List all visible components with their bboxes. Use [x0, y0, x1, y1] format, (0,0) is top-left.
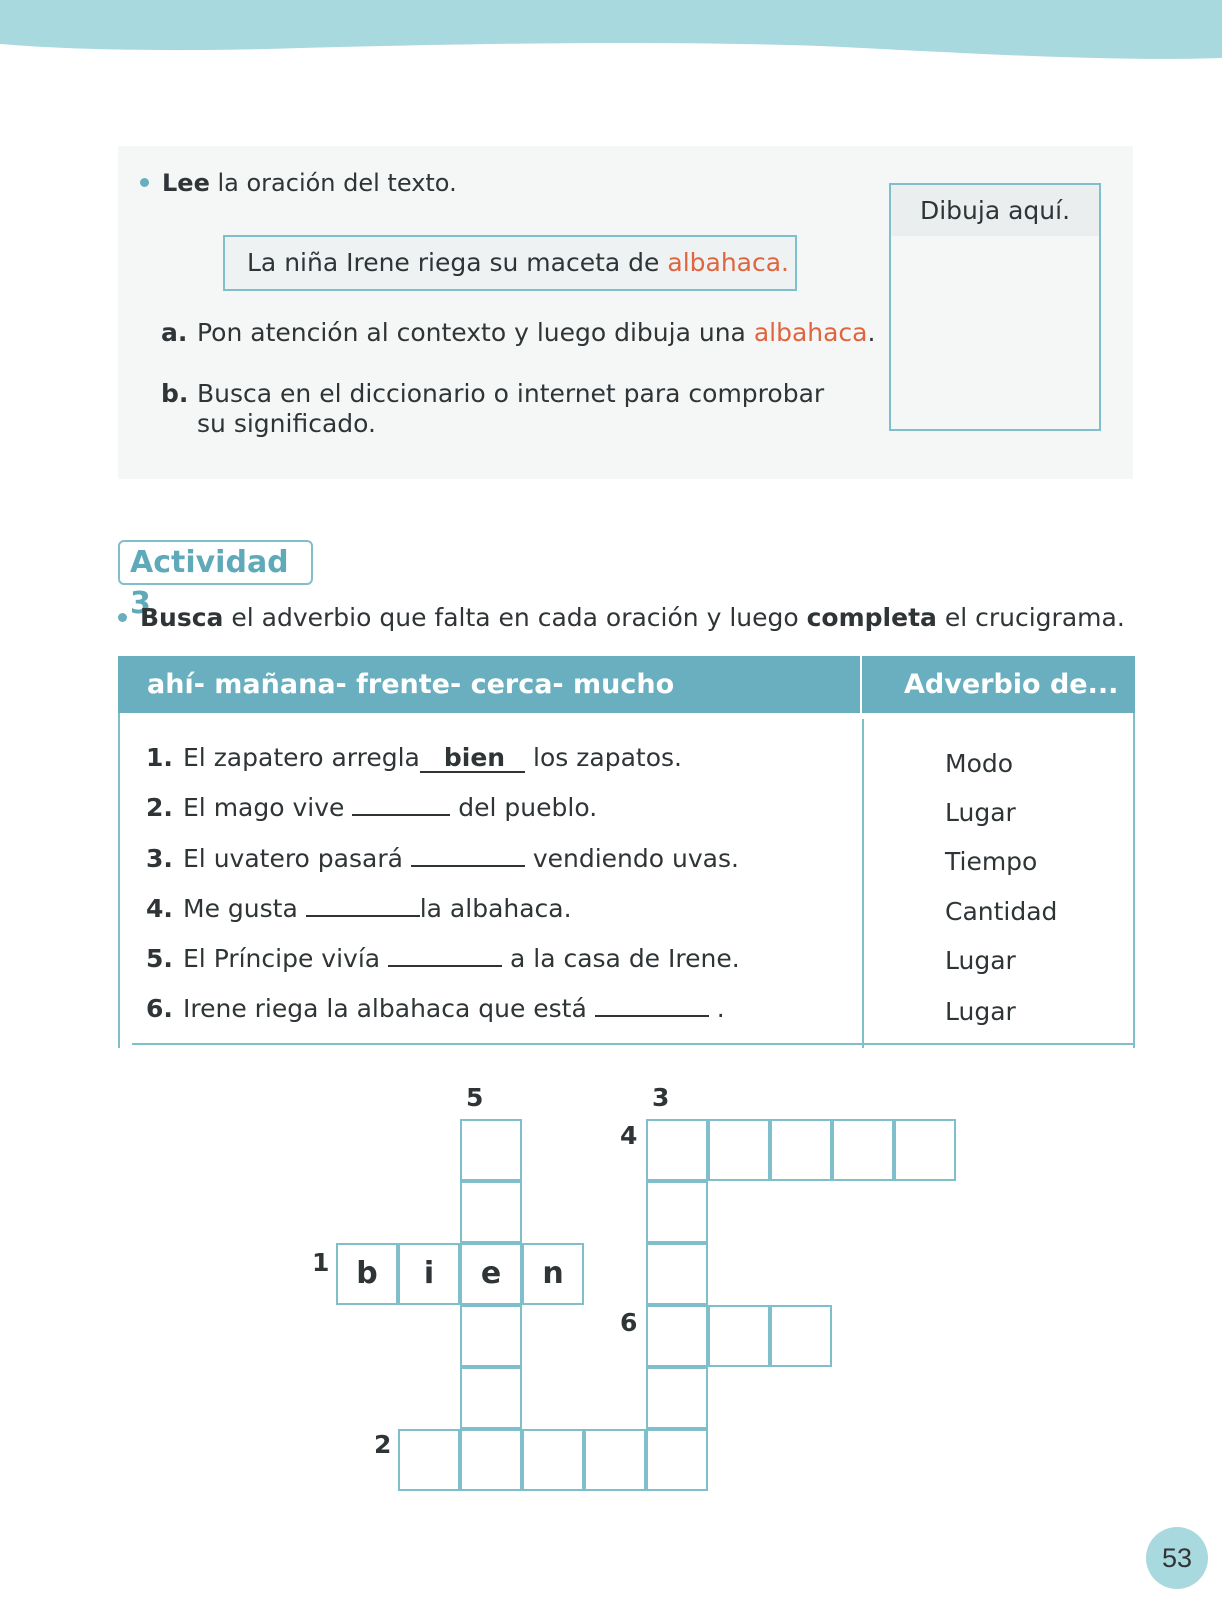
crossword-cell[interactable] [460, 1429, 522, 1491]
bullet-icon [140, 178, 149, 187]
clue-number-1: 1 [312, 1248, 330, 1277]
drawing-area-label: Dibuja aquí. [891, 185, 1099, 236]
category-label: Modo [945, 749, 1014, 778]
answer-blank[interactable] [595, 993, 709, 1017]
crossword-cell[interactable] [770, 1305, 832, 1367]
clue-number-6: 6 [620, 1308, 638, 1337]
table-row: 1. El zapatero arregla bien los zapatos. [146, 743, 682, 772]
crossword-cell[interactable] [646, 1119, 708, 1181]
crossword-cell[interactable] [708, 1119, 770, 1181]
answer-blank[interactable] [306, 893, 420, 917]
category-label: Cantidad [945, 897, 1058, 926]
page-number: 53 [1146, 1527, 1208, 1589]
crossword-cell[interactable] [460, 1181, 522, 1243]
activity-instruction: Busca el adverbio que falta en cada oración y luego completa el crucigrama. [118, 603, 1125, 633]
crossword-cell[interactable]: e [460, 1243, 522, 1305]
table-row: 2. El mago vive del pueblo. [146, 793, 598, 822]
clue-number-2: 2 [374, 1430, 392, 1459]
table-bottom-line [132, 1043, 1133, 1045]
read-instruction: Lee la oración del texto. [140, 168, 457, 198]
answer-blank[interactable] [388, 943, 502, 967]
crossword-cell[interactable] [460, 1367, 522, 1429]
table-row: 5. El Príncipe vivía a la casa de Irene. [146, 944, 740, 973]
crossword-cell[interactable] [398, 1429, 460, 1491]
table-row: 6. Irene riega la albahaca que está . [146, 994, 725, 1023]
crossword-cell[interactable]: b [336, 1243, 398, 1305]
category-label: Tiempo [945, 847, 1038, 876]
category-label: Lugar [945, 997, 1016, 1026]
crossword-cell[interactable] [522, 1429, 584, 1491]
crossword-cell[interactable] [646, 1243, 708, 1305]
sentence-box: La niña Irene riega su maceta de albahaca. [223, 235, 797, 291]
category-label: Lugar [945, 798, 1016, 827]
table-header [118, 656, 1135, 713]
header-wave [0, 0, 1222, 70]
word-bank: ahí- mañana- frente- cerca- mucho [147, 669, 675, 700]
clue-number-3: 3 [652, 1083, 670, 1112]
crossword-cell[interactable] [708, 1305, 770, 1367]
crossword-cell[interactable] [646, 1429, 708, 1491]
answer-field[interactable]: bien [420, 745, 525, 773]
clue-number-5: 5 [466, 1083, 484, 1112]
category-label: Lugar [945, 946, 1016, 975]
bullet-icon [118, 613, 127, 622]
crossword-cell[interactable] [460, 1119, 522, 1181]
crossword-cell[interactable]: n [522, 1243, 584, 1305]
crossword-cell[interactable] [770, 1119, 832, 1181]
item-b: b. Busca en el diccionario o internet para comprobar su significado. [161, 379, 825, 438]
answer-blank[interactable] [411, 843, 525, 867]
table-row: 4. Me gusta la albahaca. [146, 894, 572, 923]
crossword-cell[interactable] [646, 1305, 708, 1367]
crossword-cell[interactable]: i [398, 1243, 460, 1305]
column-divider [862, 719, 864, 1048]
crossword-cell[interactable] [646, 1181, 708, 1243]
crossword-cell[interactable] [832, 1119, 894, 1181]
crossword-cell[interactable] [584, 1429, 646, 1491]
crossword-cell[interactable] [460, 1305, 522, 1367]
header-divider [860, 656, 862, 713]
crossword-cell[interactable] [894, 1119, 956, 1181]
clue-number-4: 4 [620, 1121, 638, 1150]
category-header: Adverbio de... [904, 669, 1119, 700]
crossword-cell[interactable] [646, 1367, 708, 1429]
activity-title: Actividad 3 [118, 540, 313, 585]
item-a: a. Pon atención al contexto y luego dibuja una albahaca. [161, 318, 876, 347]
answer-blank[interactable] [352, 792, 450, 816]
table-row: 3. El uvatero pasará vendiendo uvas. [146, 844, 739, 873]
drawing-area[interactable] [889, 183, 1101, 431]
